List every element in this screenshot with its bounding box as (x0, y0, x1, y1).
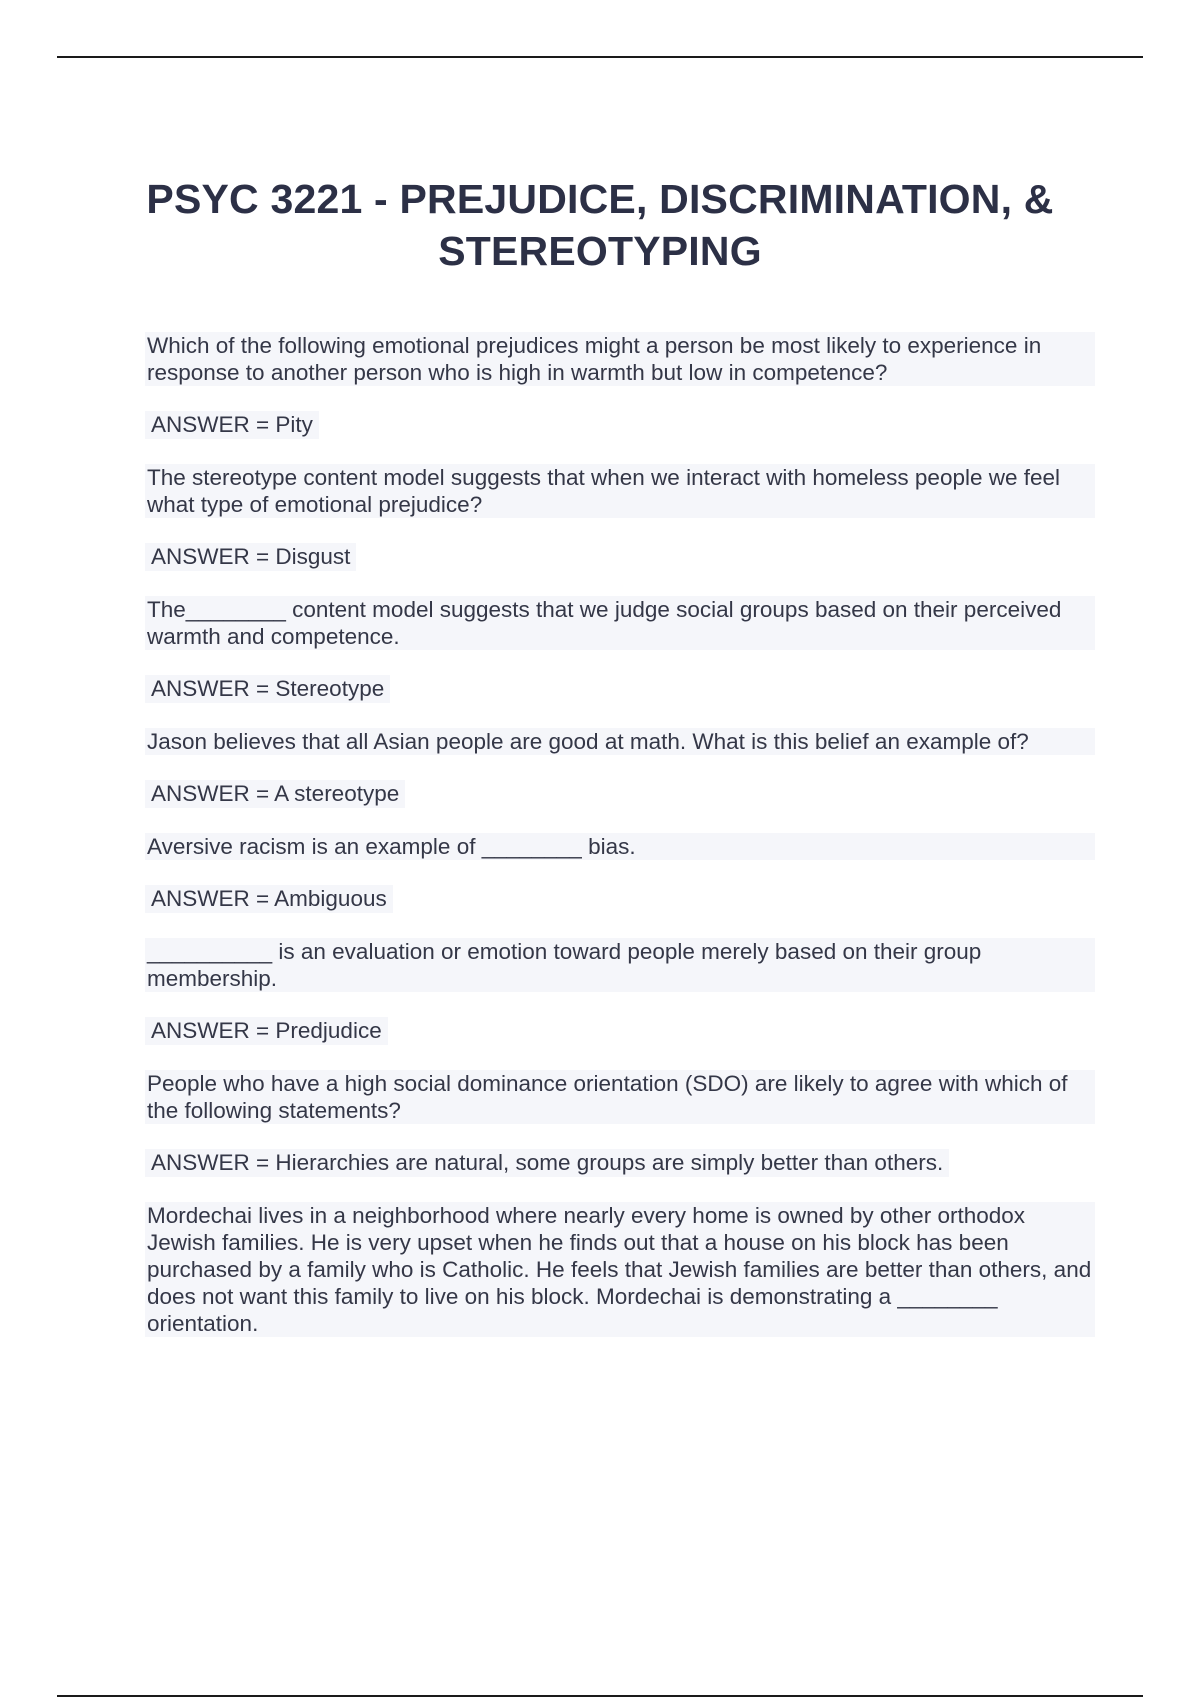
top-rule (57, 56, 1143, 58)
answer-text: ANSWER = Ambiguous (145, 885, 393, 913)
qa-item (145, 596, 1095, 728)
question-text: The________ content model suggests that we judge social groups based on their perceived warmth and competence. (145, 596, 1095, 650)
question-text: Aversive racism is an example of ________ bias. (145, 833, 1095, 860)
answer-text: ANSWER = Stereotype (145, 675, 390, 703)
answer-text: ANSWER = Pity (145, 411, 319, 439)
qa-item (145, 1070, 1095, 1202)
qa-item (145, 332, 1095, 464)
qa-item (145, 938, 1095, 1070)
question-text: Mordechai lives in a neighborhood where nearly every home is owned by other orthodox Jewish families. He is very upset when he finds out that a house on his block has been purchased by a family who is Catholic. He feels that Jewish families are better than others, and does not want this family to live on his block. Mordechai is demonstrating a ________ orientation. (145, 1202, 1095, 1337)
bottom-rule (57, 1695, 1143, 1697)
qa-item (145, 728, 1095, 833)
question-text: Jason believes that all Asian people are good at math. What is this belief an example of? (145, 728, 1095, 755)
answer-text: ANSWER = Disgust (145, 543, 356, 571)
qa-item (145, 833, 1095, 938)
answer-text: ANSWER = Hierarchies are natural, some groups are simply better than others. (145, 1149, 949, 1177)
question-text: Which of the following emotional prejudices might a person be most likely to experience in response to another person who is high in warmth but low in competence? (145, 332, 1095, 386)
page-title: PSYC 3221 - PREJUDICE, DISCRIMINATION, & STEREOTYPING (146, 176, 1054, 275)
question-text: People who have a high social dominance orientation (SDO) are likely to agree with which of the following statements? (145, 1070, 1095, 1124)
qa-list (145, 332, 1095, 1337)
qa-item (145, 1202, 1095, 1337)
question-text: __________ is an evaluation or emotion toward people merely based on their group membership. (145, 938, 1095, 992)
answer-text: ANSWER = A stereotype (145, 780, 405, 808)
qa-item (145, 464, 1095, 596)
answer-text: ANSWER = Predjudice (145, 1017, 388, 1045)
question-text: The stereotype content model suggests that when we interact with homeless people we feel what type of emotional prejudice? (145, 464, 1095, 518)
